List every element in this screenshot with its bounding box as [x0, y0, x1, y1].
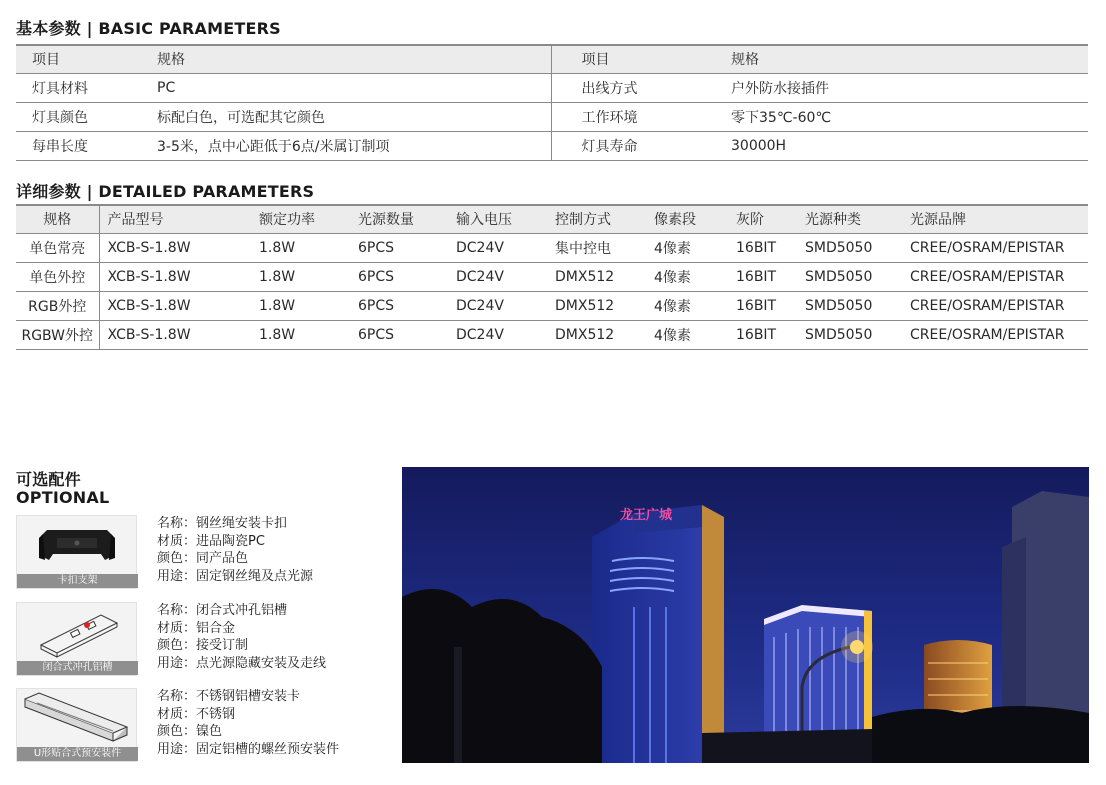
table-cell: 零下35℃-60℃: [701, 102, 1088, 131]
clip-bracket-image: [16, 515, 137, 589]
basic-params-table: [16, 44, 1088, 161]
table-cell: 6PCS: [350, 262, 448, 291]
night-building-photo: [402, 467, 1089, 763]
u-shaped-mount-icon: [17, 689, 138, 749]
spec-name-cell: RGBW外控: [16, 320, 99, 349]
table-cell: 16BIT: [728, 233, 797, 262]
table-cell: 6PCS: [350, 320, 448, 349]
header-spec: 规格: [157, 45, 551, 73]
header-cell: 控制方式: [547, 205, 646, 233]
accessory-line: 材质：铝合金: [157, 620, 236, 636]
optional-title-cn: 可选配件: [16, 470, 81, 489]
table-cell: 6PCS: [350, 291, 448, 320]
table-row: [16, 262, 1088, 291]
table-cell: 4像素: [646, 320, 728, 349]
table-cell: 灯具寿命: [551, 131, 701, 160]
accessory-line: 用途：点光源隐藏安装及走线: [157, 655, 327, 671]
table-cell: DC24V: [448, 320, 547, 349]
table-cell: 集中控电: [547, 233, 646, 262]
table-cell: 1.8W: [251, 320, 350, 349]
table-cell: 4像素: [646, 262, 728, 291]
table-cell: 1.8W: [251, 291, 350, 320]
table-row: [16, 320, 1088, 349]
header-cell: 光源数量: [350, 205, 448, 233]
table-cell: 灯具材料: [16, 73, 157, 102]
accessory-u-shaped-mount: [16, 688, 396, 766]
accessory-line: 颜色：接受订制: [157, 638, 249, 653]
accessory-aluminum-channel: [16, 602, 396, 680]
aluminum-channel-icon: [17, 603, 138, 663]
table-cell: 16BIT: [728, 262, 797, 291]
header-cell: 灰阶: [728, 205, 797, 233]
header-cell: 输入电压: [448, 205, 547, 233]
header-cell: 光源品牌: [902, 205, 1088, 233]
accessory-caption: 闭合式冲孔铝槽: [17, 661, 138, 675]
header-cell: 额定功率: [251, 205, 350, 233]
header-cell: 规格: [16, 205, 99, 233]
night-city-illustration: [402, 467, 1089, 763]
accessory-line: 材质：不锈钢: [157, 706, 236, 722]
header-item: 项目: [551, 45, 701, 73]
table-cell: 标配白色，可选配其它颜色: [157, 102, 551, 131]
table-cell: DMX512: [547, 262, 646, 291]
accessory-line: 颜色：同产品色: [157, 551, 249, 566]
basic-params-title: 基本参数 | BASIC PARAMETERS: [16, 19, 281, 38]
spec-name-cell: RGB外控: [16, 291, 99, 320]
accessory-line: 名称：闭合式冲孔铝槽: [157, 603, 288, 618]
accessory-details: [157, 602, 326, 672]
table-cell: CREE/OSRAM/EPISTAR: [902, 320, 1088, 349]
table-cell: XCB-S-1.8W: [99, 233, 251, 262]
table-cell: 每串长度: [16, 131, 157, 160]
table-cell: DC24V: [448, 291, 547, 320]
accessory-details: [157, 688, 339, 758]
spec-name-cell: 单色外控: [16, 262, 99, 291]
table-cell: CREE/OSRAM/EPISTAR: [902, 262, 1088, 291]
aluminum-channel-image: [16, 602, 137, 676]
table-cell: SMD5050: [797, 233, 902, 262]
table-cell: DC24V: [448, 262, 547, 291]
accessory-caption: 卡扣支架: [17, 574, 138, 588]
table-cell: PC: [157, 73, 551, 102]
table-cell: SMD5050: [797, 291, 902, 320]
table-cell: XCB-S-1.8W: [99, 320, 251, 349]
header-cell: 产品型号: [99, 205, 251, 233]
accessory-line: 材质：进品陶瓷PC: [157, 533, 265, 549]
optional-title-en: OPTIONAL: [16, 488, 110, 507]
accessory-caption: U形贴合式预安装件: [17, 747, 138, 761]
table-cell: XCB-S-1.8W: [99, 262, 251, 291]
table-cell: 户外防水接插件: [701, 73, 1088, 102]
header-item: 项目: [16, 45, 157, 73]
table-cell: 3-5米，点中心距低于6点/米属订制项: [157, 131, 551, 160]
table-cell: DMX512: [547, 320, 646, 349]
table-cell: 4像素: [646, 291, 728, 320]
table-cell: 1.8W: [251, 233, 350, 262]
table-cell: CREE/OSRAM/EPISTAR: [902, 291, 1088, 320]
clip-bracket-icon: [17, 516, 138, 576]
table-cell: 1.8W: [251, 262, 350, 291]
accessory-line: 名称：不锈钢铝槽安装卡: [157, 689, 301, 704]
accessory-clip-bracket: [16, 515, 396, 593]
u-shaped-mount-image: [16, 688, 137, 762]
table-cell: 工作环境: [551, 102, 701, 131]
accessory-details: [157, 515, 313, 585]
detailed-table-body: [16, 233, 1088, 349]
table-header-row: [16, 45, 1088, 73]
table-cell: 4像素: [646, 233, 728, 262]
header-cell: 像素段: [646, 205, 728, 233]
header-spec: 规格: [701, 45, 1088, 73]
table-cell: XCB-S-1.8W: [99, 291, 251, 320]
building-sign: 龙王广城: [620, 508, 673, 523]
table-cell: 16BIT: [728, 320, 797, 349]
table-cell: 灯具颜色: [16, 102, 157, 131]
table-cell: SMD5050: [797, 262, 902, 291]
table-cell: SMD5050: [797, 320, 902, 349]
spec-name-cell: 单色常亮: [16, 233, 99, 262]
table-header-row: [16, 205, 1088, 233]
table-row: [16, 102, 1088, 131]
table-row: [16, 291, 1088, 320]
table-cell: 16BIT: [728, 291, 797, 320]
detailed-params-table: [16, 204, 1088, 350]
header-cell: 光源种类: [797, 205, 902, 233]
table-row: [16, 73, 1088, 102]
table-cell: CREE/OSRAM/EPISTAR: [902, 233, 1088, 262]
accessory-line: 用途：固定钢丝绳及点光源: [157, 568, 314, 584]
accessory-line: 名称：钢丝绳安装卡扣: [157, 516, 288, 531]
table-cell: 30000H: [701, 131, 1088, 160]
table-row: [16, 233, 1088, 262]
table-cell: 出线方式: [551, 73, 701, 102]
accessory-line: 用途：固定铝槽的螺丝预安装件: [157, 741, 340, 757]
table-cell: DC24V: [448, 233, 547, 262]
accessory-line: 颜色：镍色: [157, 724, 223, 739]
table-cell: 6PCS: [350, 233, 448, 262]
table-cell: DMX512: [547, 291, 646, 320]
detailed-params-title: 详细参数 | DETAILED PARAMETERS: [16, 182, 315, 201]
table-row: [16, 131, 1088, 160]
